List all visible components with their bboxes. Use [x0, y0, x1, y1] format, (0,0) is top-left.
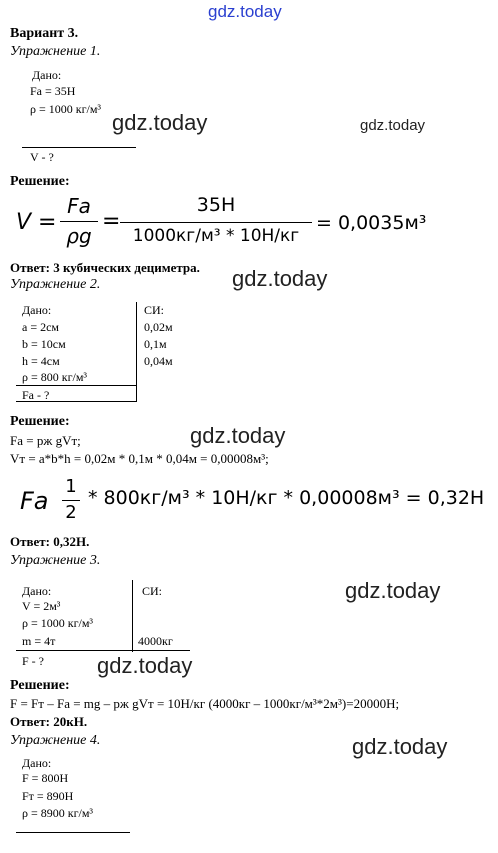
ex2-formula-den: 2: [65, 502, 77, 523]
given-separator: [16, 650, 190, 651]
ex1-formula-result: = 0,0035м³: [316, 212, 427, 234]
ex4-given-label: Дано:: [22, 756, 52, 770]
given-separator: [16, 832, 130, 833]
ex1-formula-lhs: V =: [16, 210, 57, 235]
ex1-given-label: Дано:: [32, 68, 62, 82]
ex1-formula-eq: =: [102, 209, 121, 234]
ex4-given-density: ρ = 8900 кг/м³: [22, 806, 94, 820]
si-divider: [132, 580, 133, 652]
ex2-si-h: 0,04м: [144, 354, 173, 368]
ex2-formula-lhs: Fa: [20, 487, 49, 515]
ex1-formula-num2: 35H: [196, 194, 236, 216]
watermark: gdz.today: [190, 423, 286, 448]
watermark: gdz.today: [360, 117, 426, 134]
ex3-given-volume: V = 2м³: [22, 599, 61, 613]
ex1-formula-den2: 1000кг/м³ * 10Н/кг: [132, 226, 300, 246]
fraction-bar: [62, 500, 80, 501]
ex3-si-mass: 4000кг: [138, 634, 173, 648]
ex3-si-label: СИ:: [142, 584, 163, 598]
ex2-si-a: 0,02м: [144, 320, 173, 334]
ex1-formula-num1: Fa: [67, 194, 91, 218]
given-separator: [22, 147, 136, 148]
ex1-find: V - ?: [30, 150, 54, 164]
watermark: gdz.today: [352, 734, 448, 759]
ex1-formula-den1: ρg: [66, 224, 92, 248]
watermark: gdz.today: [232, 266, 328, 291]
ex2-answer: Ответ: 0,32Н.: [10, 534, 90, 549]
ex4-given-gravity: Fт = 890H: [22, 789, 74, 803]
ex2-given-label: Дано:: [22, 303, 52, 317]
ex2-given-density: ρ = 800 кг/м³: [22, 370, 88, 384]
variant-heading: Вариант 3.: [10, 26, 79, 41]
ex2-line1: Fa = pж gVт;: [10, 433, 81, 448]
ex3-find: F - ?: [22, 654, 44, 668]
ex2-si-b: 0,1м: [144, 337, 167, 351]
ex2-given-a: a = 2см: [22, 320, 60, 334]
given-separator: [16, 401, 136, 402]
fraction-bar: [60, 221, 98, 222]
ex3-given-mass: m = 4т: [22, 634, 56, 648]
ex2-formula-num: 1: [65, 476, 77, 497]
watermark: gdz.today: [97, 653, 193, 678]
ex1-given-density: ρ = 1000 кг/м³: [30, 102, 102, 116]
ex1-given-force: Fa = 35H: [30, 84, 76, 98]
ex2-formula-rest: * 800кг/м³ * 10Н/кг * 0,00008м³ = 0,32Н: [88, 487, 485, 509]
ex3-line1: F = Fт – Fa = mg – pж gVт = 10Н/кг (4000кг – 1000кг/м³*2м³)=20000Н;: [10, 696, 400, 711]
ex4-given-force: F = 800H: [22, 771, 69, 785]
ex3-solution-label: Решение:: [10, 678, 70, 693]
ex2-given-h: h = 4см: [22, 354, 60, 368]
watermark: gdz.today: [345, 578, 441, 603]
ex3-title: Упражнение 3.: [10, 553, 101, 568]
ex4-title: Упражнение 4.: [10, 733, 101, 748]
ex1-answer: Ответ: 3 кубических дециметра.: [10, 260, 200, 275]
ex2-line2: Vт = a*b*h = 0,02м * 0,1м * 0,04м = 0,00008м³;: [10, 451, 269, 466]
ex2-solution-label: Решение:: [10, 414, 70, 429]
ex2-title: Упражнение 2.: [10, 277, 101, 292]
ex3-given-label: Дано:: [22, 584, 52, 598]
watermark: gdz.today: [112, 110, 208, 135]
ex3-given-density: ρ = 1000 кг/м³: [22, 616, 94, 630]
ex1-title: Упражнение 1.: [10, 44, 101, 59]
ex3-answer: Ответ: 20кН.: [10, 714, 88, 729]
given-separator: [16, 385, 136, 386]
ex2-si-label: СИ:: [144, 303, 165, 317]
watermark-top: gdz.today: [208, 2, 282, 21]
ex1-solution-label: Решение:: [10, 174, 70, 189]
si-divider: [136, 302, 137, 402]
fraction-bar: [120, 222, 312, 223]
ex2-given-b: b = 10см: [22, 337, 66, 351]
ex2-find: Fa - ?: [22, 388, 50, 402]
